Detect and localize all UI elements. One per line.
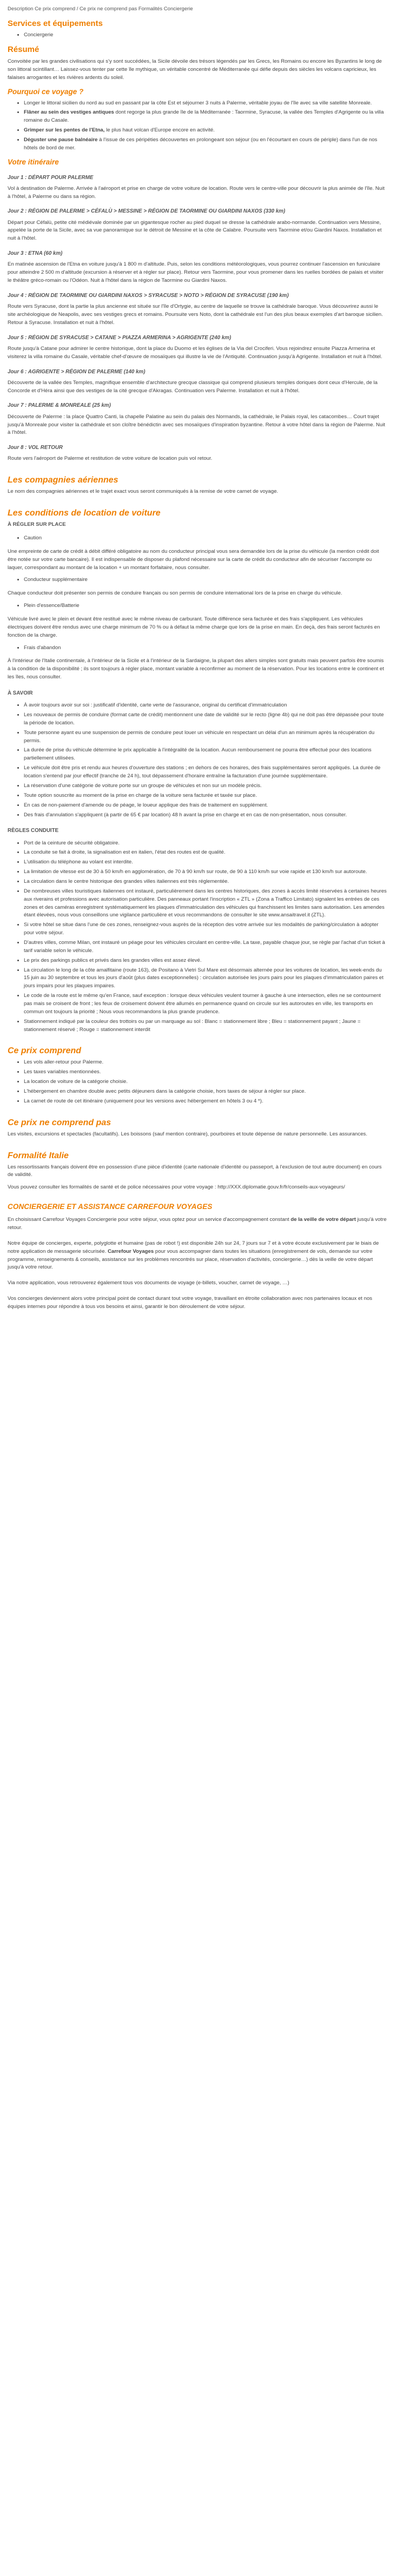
ce-prix-ne-comprend-title: Ce prix ne comprend pas: [8, 1118, 111, 1127]
list-item: • Des frais d'annulation s'appliquent (à partir de 65 € par location) 48 h avant la prise en charge et en cas de non-présentation, nous consulter.: [24, 811, 387, 820]
list-item: • La location de voiture de la catégorie choisie.: [24, 1078, 387, 1086]
page: [0, 0, 395, 1311]
day-title: Jour 8 : VOL RETOUR: [8, 445, 63, 451]
list-item: • Port de la ceinture de sécurité obligatoire.: [24, 840, 387, 848]
list-item: • Toute personne ayant eu une suspension de permis de conduire peut louer un véhicule en respectant un délai d'un an minimum après la récupération du permis.: [24, 729, 387, 745]
day-text: Route jusqu'à Catane pour admirer le centre historique, dont la place du Duomo et les églises de la Via del Crociferi. Vous rejoindrez ensuite Piazza Armerina et visiterez la villa romaine du Casale, véritable chef-d'œuvre de mosaïques qui illustre la vie de l'Antiquité. Continuation jusqu'à Agrigente. Installation et nuit à l'hôtel.: [8, 345, 382, 360]
formalite-title: Formalité Italie: [8, 1151, 69, 1160]
formalite-text-2: Vous pouvez consulter les formalités de santé et de police nécessaires pour votre voyage : http://XXX.diplomatie.gouv.fr/fr/conseils-aux-voyageurs/: [8, 1184, 345, 1191]
list-item: • Les nouveaux de permis de conduire (format carte de crédit) mentionnent une date de validité sur le recto (ligne 4b) qui ne doit pas être dépassée pour toute la période de location.: [24, 711, 387, 728]
list-item: • La conduite se fait à droite, la signalisation est en italien, l'état des routes est de qualité.: [24, 849, 387, 857]
ce-prix-ne-comprend-text: Les visites, excursions et spectacles (facultatifs). Les boissons (sauf mention contraire), pourboires et toute dépense de nature personnelle. Les assurances.: [8, 1131, 367, 1137]
conciergerie-p2: Notre équipe de concierges, experte, polyglotte et humaine (pas de robot !) est disponible 24h sur 24, 7 jours sur 7 et à votre écoute exclusivement par le biais de notre application de messagerie sécurisée. Carrefour Voyages pour vous accompagner dans toutes les situations (enregistrement de vols, demande sur votre programme, renseignements & conseils, assistance sur les problèmes rencontrés sur place, réservation d'activités, conciergerie…) dès la veille de votre départ jusqu'à votre retour.: [8, 1240, 379, 1271]
list-item: • La durée de prise du véhicule détermine le prix applicable à l'intégralité de la location. Aucun remboursement ne pourra être effectué pour des locations partiellement utilisées.: [24, 747, 387, 763]
list-item: • Grimper sur les pentes de l'Etna, le plus haut volcan d'Europe encore en activité.: [24, 127, 387, 135]
day-text: Découverte de la vallée des Temples, magnifique ensemble d'architecture grecque classique qui comprend plusieurs temples doriques dont ceux d'Hercule, de la Concorde et d'Héra ainsi que des vestiges de la cité grecque d'Akragas. Continuation vers Palerme. Installation et nuit à l'hôtel.: [8, 379, 378, 394]
day-text: Découverte de Palerme : la place Quattro Canti, la chapelle Palatine au sein du palais des Normands, la cathédrale, le Palais royal, les catacombes… Court trajet jusqu'à Monreale pour visiter la cathédrale et son cloître bénédictin avec ses mosaïques d'inspiration byzantine. Retour à votre hôtel dans la région de Palerme. Nuit à l'hôtel.: [8, 413, 386, 436]
list-item: • En cas de non-paiement d'amende ou de péage, le loueur applique des frais de traitement en supplément.: [24, 802, 387, 810]
conciergerie-p4: Vos concierges deviennent alors votre principal point de contact durant tout votre voyage, travaillant en étroite collaboration avec nos partenaires locaux et nos équipes internes pour répondre à tous vos besoins et ainsi, garantir le bon déroulement de votre séjour.: [8, 1296, 373, 1310]
itineraire-title: Votre itinéraire: [8, 157, 59, 166]
list-item: • La circulation dans le centre historique des grandes villes italiennes est très réglementée.: [24, 878, 387, 886]
list-item: • Si votre hôtel se situe dans l'une de ces zones, renseignez-vous auprès de la réception des votre arrivée sur les modalités de parking/circulation à adopter pour votre séjour.: [24, 921, 387, 937]
list-item: • Conducteur supplémentaire: [24, 576, 387, 584]
services-title: Services et équipements: [8, 18, 103, 28]
conciergerie-p1: En choisissant Carrefour Voyages Conciergerie pour votre séjour, vous optez pour un service d'accompagnement constant de la veille de votre départ jusqu'à votre retour.: [8, 1217, 387, 1231]
services-list: [8, 31, 387, 39]
day-title: Jour 4 : RÉGION DE TAORMINE OU GIARDINI NAXOS > SYRACUSE > NOTO > RÉGION DE SYRACUSE (190 km): [8, 292, 289, 299]
formalite-text-1: Les ressortissants français doivent être en possession d'une pièce d'identité (carte nationale d'identité ou passeport, à l'exclusion de tout autre document) en cours de validité.: [8, 1164, 382, 1178]
frais-text: À l'intérieur de l'Italie continentale, à l'intérieur de la Sicile et à l'intérieur de la Sardaigne, la plupart des allers simples sont gratuits mais peuvent parfois être soumis à la condition de la disponibilité ; ils sont toujours à régler place, montant variable à reconfirmer au moment de la réservation. Pour les locations entre le continent et les îles, nous consulter.: [8, 658, 384, 681]
conciergerie-section: [8, 1201, 387, 1311]
list-item: • Stationnement indiqué par la couleur des trottoirs ou par un marquage au sol : Blanc = stationnement libre ; Bleu = stationnement payant ; Jaune = stationnement réservé ; Rouge = stationnement interdit: [24, 1018, 387, 1034]
list-item: • Longer le littoral sicilien du nord au sud en passant par la côte Est et séjourner 3 nuits à Palerme, véritable joyau de l'île avec sa ville satellite Monreale.: [24, 100, 387, 108]
location-title: Les conditions de location de voiture: [8, 508, 161, 518]
plein-list: [8, 602, 387, 610]
list-item: • La carnet de route de cet itinéraire (uniquement pour les versions avec hébergement en hôtels 3 ou 4 *).: [24, 1098, 387, 1106]
conciergerie-title: CONCIERGERIE ET ASSISTANCE CARREFOUR VOYAGES: [8, 1203, 213, 1211]
list-item: • Conciergerie: [24, 31, 387, 39]
list-item: • D'autres villes, comme Milan, ont instauré un péage pour les véhicules circulant en centre-ville. La taxe, payable chaque jour, se règle par l'achat d'un ticket à tarif variable selon le véhicule.: [24, 939, 387, 955]
list-item: • Le véhicule doit être pris et rendu aux heures d'ouverture des stations ; en dehors de ces horaires, des frais supplémentaires seront appliqués. La durée de location s'entend par jour effectif (tranche de 24 h), tout dépassement d'horaire entraîne la facturation d'une journée supplémentaire.: [24, 764, 387, 781]
list-item: • Les vols aller-retour pour Palerme.: [24, 1059, 387, 1067]
list-item: • L'hébergement en chambre double avec petits déjeuners dans la catégorie choisie, hors taxes de séjour à régler sur place.: [24, 1088, 387, 1096]
day-title: Jour 1 : DÉPART POUR PALERME: [8, 174, 94, 181]
day-text: Vol à destination de Palerme. Arrivée à l'aéroport et prise en charge de votre voiture de location. Route vers le centre-ville pour découvrir la plus animée de l'île. Nuit à l'hôtel, à Palerme ou dans sa région.: [8, 185, 385, 200]
plein-text: Véhicule livré avec le plein et devant être restitué avec le même niveau de carburant. Toute différence sera facturée et des frais s'appliquent. Les véhicules électriques doivent être rendus avec une charge minimum de 70 % ou à défaut la même charge que lors de la prise en main. En deçà, des frais seront facturés en fonction de la charge.: [8, 616, 380, 638]
list-item: • Le prix des parkings publics et privés dans les grandes villes est assez élevé.: [24, 957, 387, 965]
a-savoir-title: À SAVOIR: [8, 690, 33, 697]
conducteur-text: Chaque conducteur doit présenter son permis de conduire français ou son permis de conduire international lors de la prise en charge du véhicule.: [8, 590, 342, 597]
list-item: • Caution: [24, 534, 387, 543]
day-title: Jour 5 : RÉGION DE SYRACUSE > CATANE > PIAZZA ARMERINA > AGRIGENTE (240 km): [8, 334, 232, 341]
list-item: • Frais d'abandon: [24, 644, 387, 652]
regles-title: RÈGLES CONDUITE: [8, 828, 59, 834]
day-text: Départ pour Céfalù, petite cité médiévale dominée par un gigantesque rocher au pied duquel se dresse la cathédrale arabo-normande. Continuation vers Messine, appelée la porte de la Sicile, avec sa vue panoramique sur le détroit de Messine et la côte de Calabre. Poursuite vers Taormine et/ou Giardini Naxos. Installation et nuit à l'hôtel.: [8, 219, 382, 242]
list-item: • La circulation le long de la côte amalfitaine (route 163), de Positano à Vietri Sul Mare est désormais alternée pour les voitures de location, les week-ends du 15 juin au 30 septembre et tous les jours d'août (plus dates exceptionnelles) : circulation autorisée les jours pairs pour les plaques d'immatriculation paires et jours impairs pour les plaques impaires.: [24, 967, 387, 991]
resume-text: Convoitée par les grandes civilisations qui s'y sont succédées, la Sicile dévoile des trésors légendés par les Grecs, les Romains ou encore les Byzantins le long de son littoral scintillant… Laissez-vous tenter par cette île mythique, un véritable concentré de Méditerranée qui défie depuis des siècles les volcans capricieux, les falaises arrogantes et les rivières ardents du soleil.: [8, 58, 382, 81]
pourquoi-list: [8, 100, 387, 153]
caution-text: Une empreinte de carte de crédit à débit différé obligatoire au nom du conducteur principal vous sera demandée lors de la prise du véhicule (la mention crédit doit être notée sur votre carte bancaire). Il est indispensable de disposer du plafond nécessaire sur la carte de crédit du conducteur afin de sécuriser l'accompte ou laquer, correspondant au montant de la location + un montant forfaitaire, nous consulter.: [8, 548, 379, 571]
ce-prix-comprend-list: [8, 1059, 387, 1105]
list-item: • Toute option souscrite au moment de la prise en charge de la voiture sera facturée et taxée sur place.: [24, 792, 387, 800]
list-item: • Flâner au sein des vestiges antiques dont regorge la plus grande île de la Méditerranée : Taormine, Syracuse, la vallée des Temples d'Agrigente ou la villa romaine du Casale.: [24, 109, 387, 125]
list-item: • De nombreuses villes touristiques italiennes ont instauré, particulièrement dans les centres historiques, des zones à accès limité réservées à certaines heures aux riverains et professions avec autorisation particulière. Des panneaux portant l'inscription « ZTL » (Zona a Traffico Limitato) signalent les entrées de ces zones et des caméras enregistrent systématiquement les plaques d'immatriculation des véhicules qui franchissent les limites sans autorisation. Les amendes étant élevées, nous vous conseillons une vigilance particulière et vous recommandons de consulter le site www.ansaitravel.it (ZTL).: [24, 888, 387, 920]
day-text: Route vers l'aéroport de Palerme et restitution de votre voiture de location puis vol retour.: [8, 455, 213, 462]
ce-prix-comprend-title: Ce prix comprend: [8, 1046, 82, 1056]
conducteur-list: [8, 576, 387, 584]
frais-list: [8, 644, 387, 652]
list-item: • Plein d'essence/Batterie: [24, 602, 387, 610]
list-item: • Déguster une pause balnéaire à l'issue de ces péripéties découvertes en prolongeant son séjour (ou en l'écourtant en cours de périple) dans l'un de nos hôtels de bord de mer.: [24, 136, 387, 153]
list-item: • Les taxes variables mentionnées.: [24, 1068, 387, 1076]
list-item: • L'utilisation du téléphone au volant est interdite.: [24, 858, 387, 867]
compagnies-title: Les compagnies aériennes: [8, 475, 118, 485]
tab-links[interactable]: Description Ce prix comprend / Ce prix ne comprend pas Formalités Conciergerie: [8, 6, 193, 12]
regles-list: [8, 840, 387, 1034]
day-title: Jour 3 : ETNA (60 km): [8, 250, 63, 257]
a-savoir-list: [8, 702, 387, 819]
day-text: Route vers Syracuse, dont la partie la plus ancienne est située sur l'île d'Ortygie, au centre de laquelle se trouve la cathédrale baroque. Vous découvrirez aussi le site archéologique de Neapolis, avec ses vestiges grecs et romains. Poursuite vers Noto, dont la cathédrale est l'un des plus beaux exemples d'art baroque sicilien. Retour à Syracuse. Installation et nuit à l'hôtel.: [8, 303, 383, 326]
day-text: En matinée ascension de l'Etna en voiture jusqu'à 1 800 m d'altitude. Puis, selon les conditions météorologiques, vous pourrez continuer l'ascension en funiculaire pour atteindre 2 500 m d'altitude (excursion à réserver et à régler sur place). Retour vers Taormine, pour vous promener dans les ruelles bordées de palais et visiter le théâtre gréco-romain ou l'Odéon. Nuit à l'hôtel dans la région de Taormine ou Giardini Naxos.: [8, 261, 383, 284]
list-item: • La réservation d'une catégorie de voiture porte sur un groupe de véhicules et non sur un modèle précis.: [24, 782, 387, 790]
compagnies-text: Le nom des compagnies aériennes et le trajet exact vous seront communiqués à la remise de votre carnet de voyage.: [8, 488, 279, 495]
location-subtitle: À RÉGLER SUR PLACE: [8, 521, 66, 528]
pourquoi-title: Pourquoi ce voyage ?: [8, 87, 84, 96]
day-title: Jour 7 : PALERME & MONREALE (25 km): [8, 402, 111, 409]
list-item: • La limitation de vitesse est de 30 à 50 km/h en agglomération, de 70 à 90 km/h sur route, de 90 à 110 km/h sur voie rapide et 130 km/h sur autoroute.: [24, 868, 387, 876]
list-item: • Le code de la route est le même qu'en France, sauf exception : lorsque deux véhicules veulent tourner à gauche à une intersection, elles ne se contournent pas mais se croisent de front ; les feux de croisement doivent être allumés en permanence quand on circule sur les autoroutes en ville, les transports en commun ont toujours la priorité ; Nous vous recommandons la plus grande prudence.: [24, 992, 387, 1016]
caution-list: [8, 534, 387, 543]
day-title: Jour 6 : AGRIGENTE > RÉGION DE PALERME (140 km): [8, 368, 146, 375]
day-title: Jour 2 : RÉGION DE PALERME > CÉFALÙ > MESSINE > RÉGION DE TAORMINE OU GIARDINI NAXOS (330 km): [8, 208, 286, 215]
list-item: • À avoir toujours avoir sur soi : justificatif d'identité, carte verte de l'assurance, original du certificat d'immatriculation: [24, 702, 387, 710]
resume-title: Résumé: [8, 45, 39, 55]
conciergerie-p3: Via notre application, vous retrouverez également tous vos documents de voyage (e-billets, voucher, carnet de voyage, …): [8, 1280, 289, 1286]
